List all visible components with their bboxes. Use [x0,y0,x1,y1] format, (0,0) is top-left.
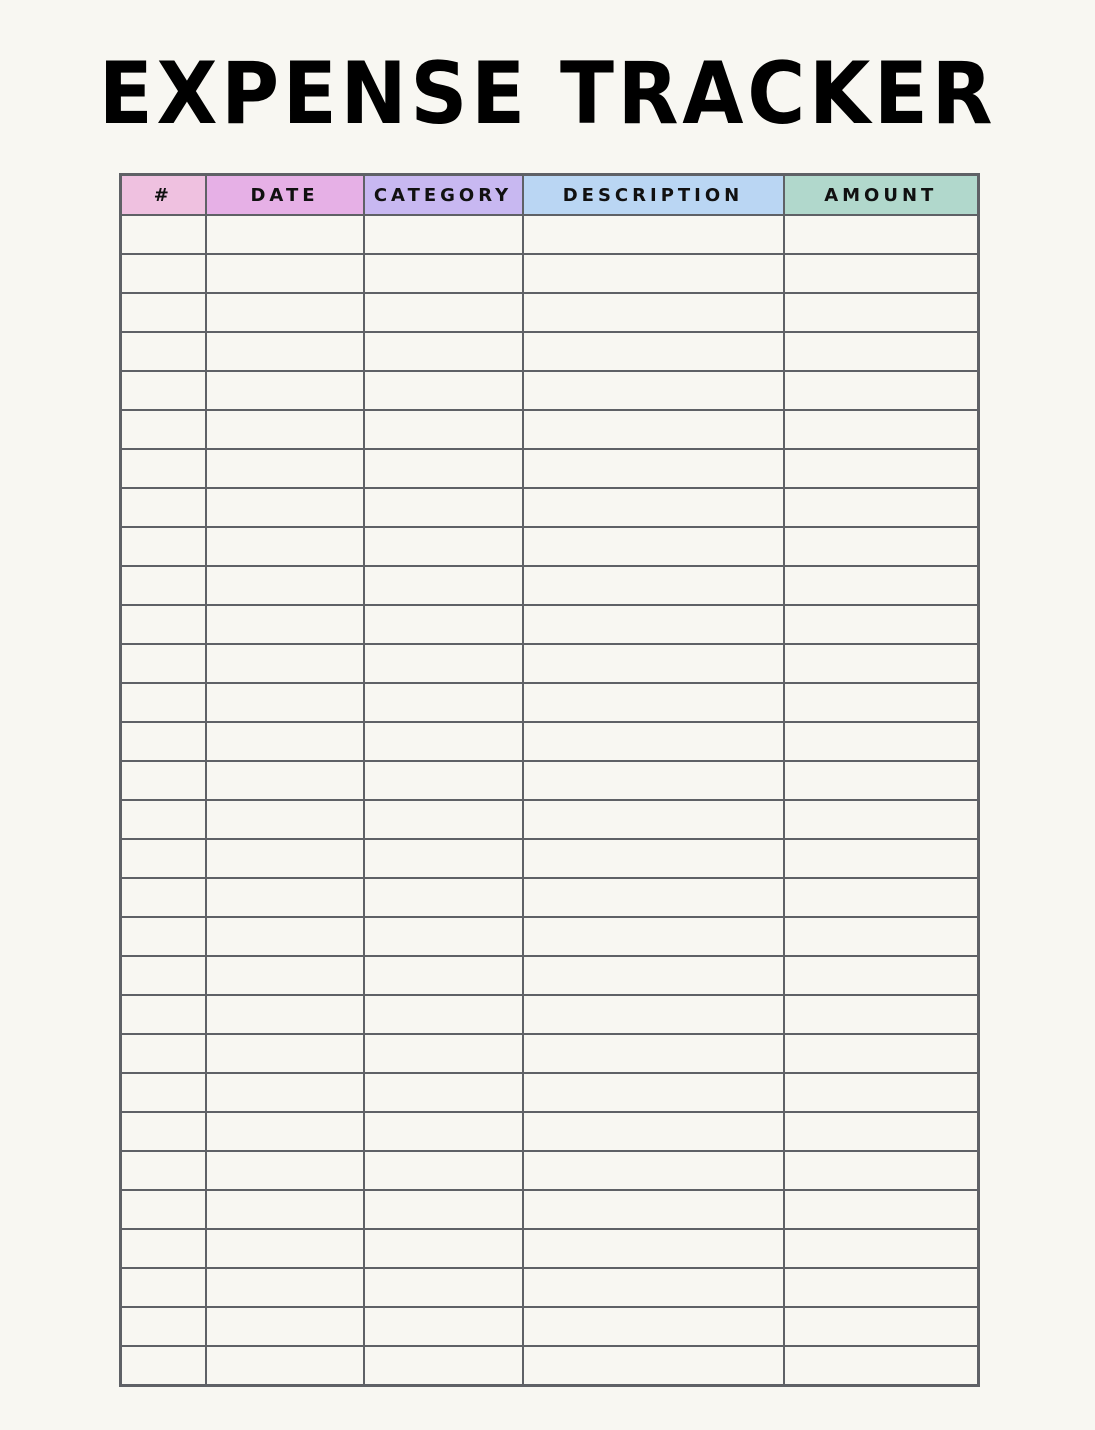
amount-cell[interactable] [784,683,979,722]
amount-cell[interactable] [784,1073,979,1112]
number-cell[interactable] [121,605,206,644]
date-cell[interactable] [206,839,364,878]
date-cell[interactable] [206,917,364,956]
table-row [121,1073,979,1112]
amount-cell[interactable] [784,605,979,644]
number-cell[interactable] [121,566,206,605]
table-row [121,878,979,917]
number-cell[interactable] [121,332,206,371]
description-cell[interactable] [523,1307,784,1346]
table-row [121,488,979,527]
date-cell[interactable] [206,1073,364,1112]
amount-cell[interactable] [784,1268,979,1307]
number-cell[interactable] [121,293,206,332]
description-cell[interactable] [523,722,784,761]
category-cell[interactable] [364,644,523,683]
category-cell[interactable] [364,722,523,761]
number-cell[interactable] [121,1073,206,1112]
table-row [121,254,979,293]
table-row [121,722,979,761]
number-cell[interactable] [121,1112,206,1151]
description-cell[interactable] [523,761,784,800]
table-row [121,1346,979,1386]
category-cell[interactable] [364,1190,523,1229]
number-cell[interactable] [121,1034,206,1073]
amount-cell[interactable] [784,1034,979,1073]
description-cell[interactable] [523,1346,784,1386]
table-row [121,332,979,371]
column-header-category: CATEGORY [364,175,523,216]
date-cell[interactable] [206,683,364,722]
table-row [121,293,979,332]
date-cell[interactable] [206,800,364,839]
number-cell[interactable] [121,1307,206,1346]
number-cell[interactable] [121,644,206,683]
category-cell[interactable] [364,995,523,1034]
date-cell[interactable] [206,605,364,644]
table-row [121,1112,979,1151]
amount-cell[interactable] [784,839,979,878]
table-row [121,761,979,800]
amount-cell[interactable] [784,722,979,761]
amount-cell[interactable] [784,878,979,917]
category-cell[interactable] [364,410,523,449]
amount-cell[interactable] [784,371,979,410]
date-cell[interactable] [206,449,364,488]
category-cell[interactable] [364,1346,523,1386]
description-cell[interactable] [523,1268,784,1307]
category-cell[interactable] [364,449,523,488]
date-cell[interactable] [206,293,364,332]
table-row [121,215,979,254]
amount-cell[interactable] [784,449,979,488]
number-cell[interactable] [121,1268,206,1307]
category-cell[interactable] [364,1307,523,1346]
category-cell[interactable] [364,917,523,956]
category-cell[interactable] [364,1151,523,1190]
amount-cell[interactable] [784,1307,979,1346]
date-cell[interactable] [206,956,364,995]
date-cell[interactable] [206,722,364,761]
category-cell[interactable] [364,527,523,566]
category-cell[interactable] [364,293,523,332]
description-cell[interactable] [523,1073,784,1112]
amount-cell[interactable] [784,293,979,332]
category-cell[interactable] [364,683,523,722]
header-row [121,175,979,216]
description-cell[interactable] [523,449,784,488]
number-cell[interactable] [121,1346,206,1386]
date-cell[interactable] [206,761,364,800]
table-row [121,1307,979,1346]
number-cell[interactable] [121,449,206,488]
category-cell[interactable] [364,956,523,995]
category-cell[interactable] [364,761,523,800]
number-cell[interactable] [121,878,206,917]
table-body [121,215,979,1386]
description-cell[interactable] [523,566,784,605]
column-header-amount: AMOUNT [784,175,979,216]
category-cell[interactable] [364,488,523,527]
description-cell[interactable] [523,605,784,644]
page-title: EXPENSE TRACKER [98,44,997,144]
date-cell[interactable] [206,1190,364,1229]
date-cell[interactable] [206,488,364,527]
number-cell[interactable] [121,683,206,722]
amount-cell[interactable] [784,566,979,605]
date-cell[interactable] [206,1112,364,1151]
category-cell[interactable] [364,215,523,254]
description-cell[interactable] [523,1190,784,1229]
amount-cell[interactable] [784,995,979,1034]
table-row [121,1034,979,1073]
amount-cell[interactable] [784,917,979,956]
table-row [121,995,979,1034]
amount-cell[interactable] [784,761,979,800]
number-cell[interactable] [121,995,206,1034]
category-cell[interactable] [364,605,523,644]
date-cell[interactable] [206,1151,364,1190]
category-cell[interactable] [364,1268,523,1307]
category-cell[interactable] [364,332,523,371]
description-cell[interactable] [523,917,784,956]
table-row [121,839,979,878]
description-cell[interactable] [523,1034,784,1073]
number-cell[interactable] [121,1190,206,1229]
description-cell[interactable] [523,1151,784,1190]
description-cell[interactable] [523,956,784,995]
description-cell[interactable] [523,644,784,683]
table-row [121,605,979,644]
number-cell[interactable] [121,917,206,956]
description-cell[interactable] [523,371,784,410]
number-cell[interactable] [121,1151,206,1190]
category-cell[interactable] [364,878,523,917]
date-cell[interactable] [206,566,364,605]
number-cell[interactable] [121,722,206,761]
description-cell[interactable] [523,215,784,254]
table-row [121,1151,979,1190]
description-cell[interactable] [523,332,784,371]
category-cell[interactable] [364,254,523,293]
number-cell[interactable] [121,761,206,800]
description-cell[interactable] [523,410,784,449]
table-row [121,410,979,449]
date-cell[interactable] [206,1346,364,1386]
table-row [121,371,979,410]
description-cell[interactable] [523,1229,784,1268]
category-cell[interactable] [364,1112,523,1151]
amount-cell[interactable] [784,254,979,293]
table-row [121,527,979,566]
amount-cell[interactable] [784,1190,979,1229]
number-cell[interactable] [121,215,206,254]
amount-cell[interactable] [784,1151,979,1190]
amount-cell[interactable] [784,488,979,527]
number-cell[interactable] [121,800,206,839]
date-cell[interactable] [206,527,364,566]
number-cell[interactable] [121,488,206,527]
date-cell[interactable] [206,254,364,293]
category-cell[interactable] [364,1073,523,1112]
amount-cell[interactable] [784,527,979,566]
table-row [121,683,979,722]
amount-cell[interactable] [784,1346,979,1386]
number-cell[interactable] [121,1229,206,1268]
category-cell[interactable] [364,566,523,605]
table-row [121,644,979,683]
number-cell[interactable] [121,254,206,293]
number-cell[interactable] [121,839,206,878]
date-cell[interactable] [206,332,364,371]
description-cell[interactable] [523,1112,784,1151]
amount-cell[interactable] [784,410,979,449]
amount-cell[interactable] [784,1229,979,1268]
date-cell[interactable] [206,1229,364,1268]
table-row [121,566,979,605]
amount-cell[interactable] [784,644,979,683]
description-cell[interactable] [523,254,784,293]
table-row [121,1190,979,1229]
description-cell[interactable] [523,995,784,1034]
category-cell[interactable] [364,1229,523,1268]
number-cell[interactable] [121,956,206,995]
table-row [121,1229,979,1268]
date-cell[interactable] [206,1307,364,1346]
table-row [121,800,979,839]
amount-cell[interactable] [784,1112,979,1151]
date-cell[interactable] [206,371,364,410]
table-row [121,1268,979,1307]
category-cell[interactable] [364,839,523,878]
amount-cell[interactable] [784,332,979,371]
expense-table [119,173,980,1387]
description-cell[interactable] [523,878,784,917]
column-header-description: DESCRIPTION [523,175,784,216]
date-cell[interactable] [206,1034,364,1073]
table-row [121,917,979,956]
number-cell[interactable] [121,410,206,449]
category-cell[interactable] [364,800,523,839]
column-header-number: # [121,175,206,216]
description-cell[interactable] [523,527,784,566]
amount-cell[interactable] [784,215,979,254]
category-cell[interactable] [364,371,523,410]
number-cell[interactable] [121,527,206,566]
description-cell[interactable] [523,293,784,332]
description-cell[interactable] [523,683,784,722]
table-row [121,956,979,995]
number-cell[interactable] [121,371,206,410]
amount-cell[interactable] [784,956,979,995]
description-cell[interactable] [523,800,784,839]
description-cell[interactable] [523,839,784,878]
date-cell[interactable] [206,215,364,254]
amount-cell[interactable] [784,800,979,839]
date-cell[interactable] [206,995,364,1034]
date-cell[interactable] [206,644,364,683]
column-header-date: DATE [206,175,364,216]
date-cell[interactable] [206,878,364,917]
table-row [121,449,979,488]
category-cell[interactable] [364,1034,523,1073]
date-cell[interactable] [206,410,364,449]
description-cell[interactable] [523,488,784,527]
date-cell[interactable] [206,1268,364,1307]
